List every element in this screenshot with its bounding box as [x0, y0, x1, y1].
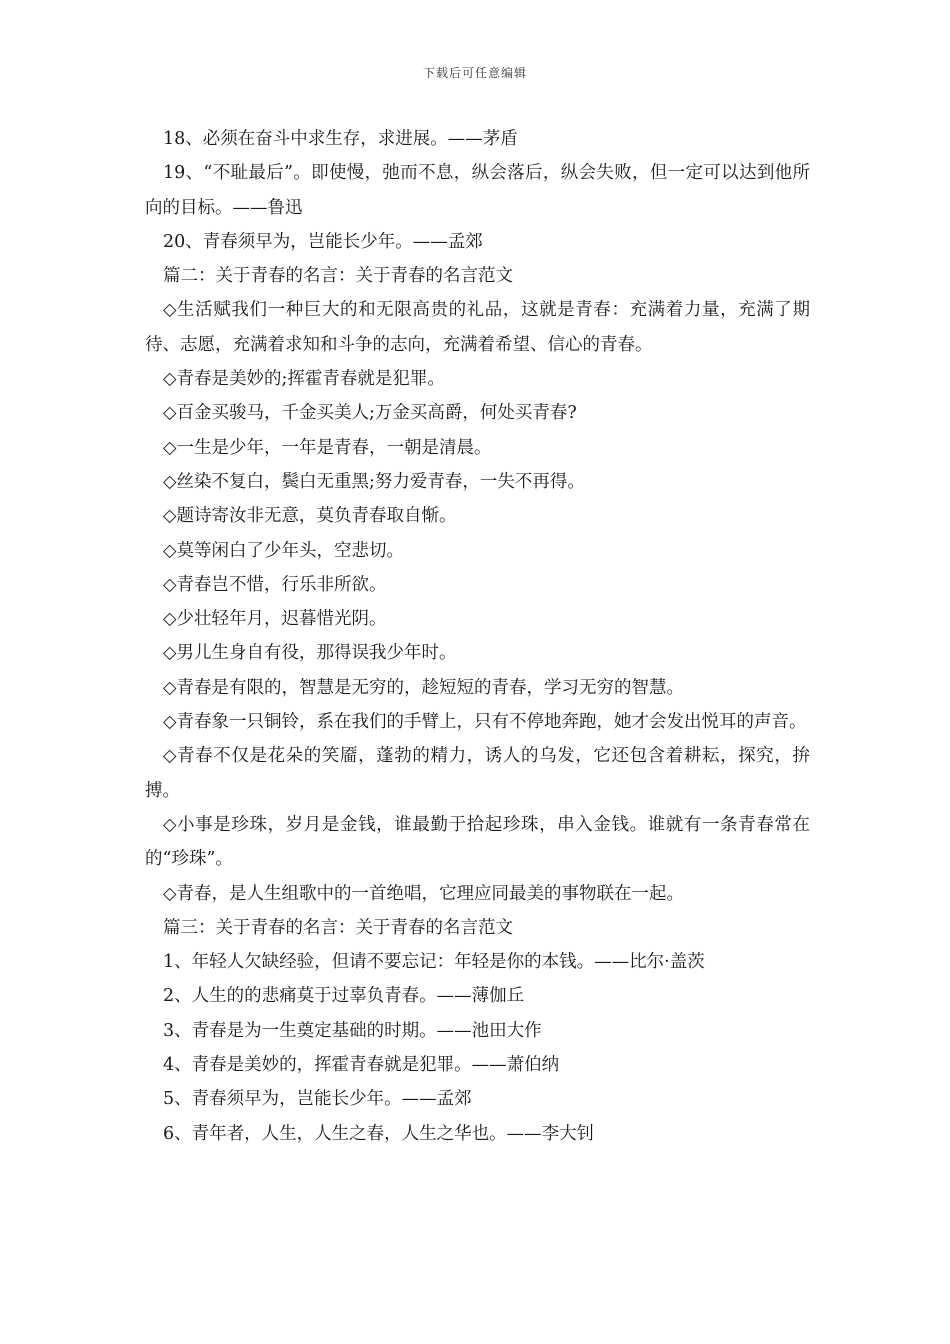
- paragraph: 20、青春须早为，岂能长少年。——孟郊: [163, 231, 483, 252]
- paragraph: ◇青春岂不惜，行乐非所欲。: [163, 574, 387, 595]
- page-header: 下载后可任意编辑: [422, 66, 527, 80]
- paragraph: 4、青春是美妙的，挥霍青春就是犯罪。——萧伯纳: [163, 1055, 560, 1076]
- paragraph: ◇百金买骏马，千金买美人;万金买高爵，何处买青春?: [163, 403, 577, 424]
- paragraph: ◇小事是珍珠，岁月是金钱，谁最勤于拾起珍珠，串入金钱。谁就有一条青春常在的“珍珠”。: [145, 814, 810, 870]
- paragraph: ◇生活赋我们一种巨大的和无限高贵的礼品，这就是青春：充满着力量，充满了期待、志愿，充满着求知和斗争的志向，充满着希望、信心的青春。: [145, 300, 810, 355]
- paragraph: 2、人生的的悲痛莫于过辜负青春。——薄伽丘: [163, 986, 525, 1007]
- document-body: [145, 122, 810, 1151]
- paragraph: ◇青春象一只铜铃，系在我们的手臂上，只有不停地奔跑，她才会发出悦耳的声音。: [163, 712, 807, 733]
- section-heading: 篇三：关于青春的名言：关于青春的名言范文: [163, 917, 513, 938]
- paragraph: 5、青春须早为，岂能长少年。——孟郊: [163, 1089, 472, 1110]
- paragraph: ◇青春，是人生组歌中的一首绝唱，它理应同最美的事物联在一起。: [163, 883, 684, 904]
- paragraph: ◇题诗寄汝非无意，莫负青春取自惭。: [163, 506, 457, 527]
- paragraph: ◇男儿生身自有役，那得误我少年时。: [163, 643, 457, 664]
- paragraph: 3、青春是为一生奠定基础的时期。——池田大作: [163, 1020, 542, 1041]
- paragraph: ◇莫等闲白了少年头，空悲切。: [163, 540, 404, 561]
- paragraph: 19、“不耻最后”。即使慢，弛而不息，纵会落后，纵会失败，但一定可以达到他所向的目标。——鲁迅: [145, 163, 810, 218]
- paragraph: 1、年轻人欠缺经验，但请不要忘记：年轻是你的本钱。——比尔·盖茨: [163, 952, 705, 973]
- paragraph: ◇丝染不复白，鬓白无重黑;努力爱青春，一失不再得。: [163, 471, 585, 492]
- paragraph: ◇一生是少年，一年是青春，一朝是清晨。: [163, 437, 492, 458]
- paragraph: ◇青春是有限的，智慧是无穷的，趁短短的青春，学习无穷的智慧。: [163, 677, 684, 698]
- section-heading: 篇二：关于青春的名言：关于青春的名言范文: [163, 266, 513, 287]
- paragraph: ◇青春不仅是花朵的笑靥，蓬勃的精力，诱人的乌发，它还包含着耕耘，探究，拚搏。: [145, 746, 810, 801]
- paragraph: ◇青春是美妙的;挥霍青春就是犯罪。: [163, 369, 445, 390]
- paragraph: ◇少壮轻年月，迟暮惜光阴。: [163, 609, 387, 630]
- paragraph: 18、必须在奋斗中求生存，求进展。——茅盾: [163, 129, 518, 149]
- paragraph: 6、青年者，人生，人生之春，人生之华也。——李大钊: [163, 1123, 595, 1144]
